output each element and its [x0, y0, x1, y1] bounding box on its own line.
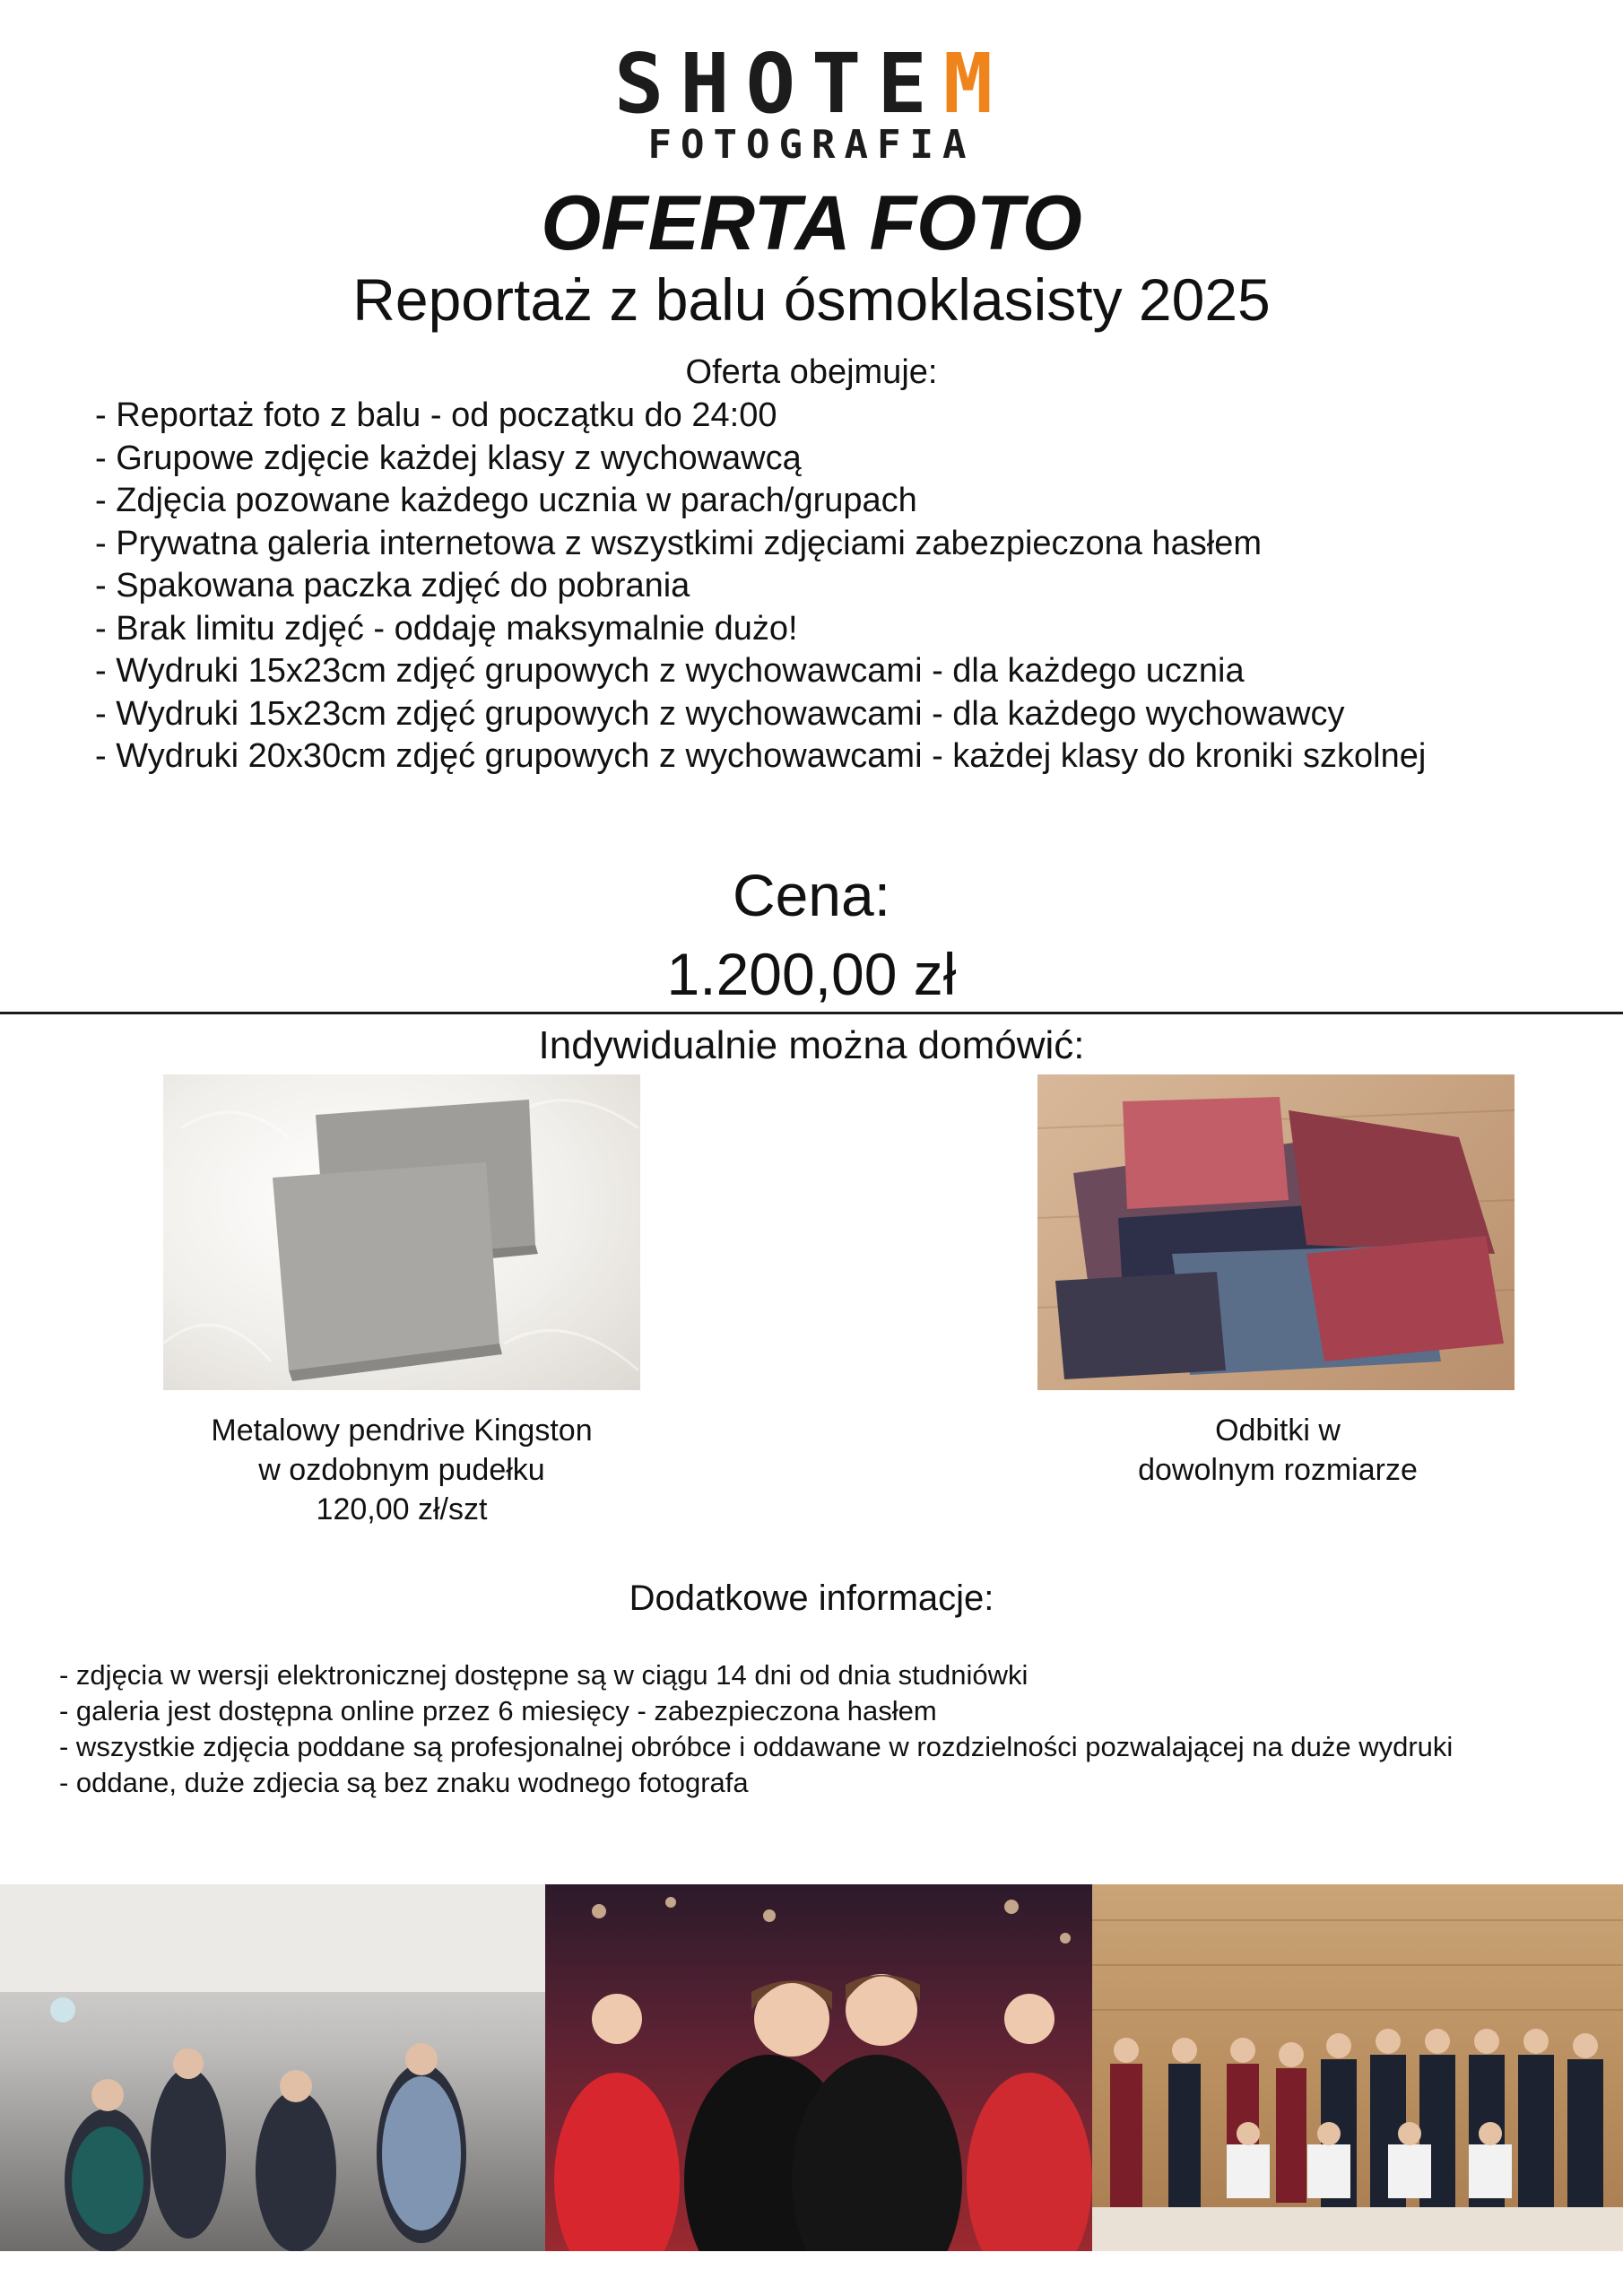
- prints-caption: [1011, 1411, 1545, 1490]
- list-item: - Spakowana paczka zdjęć do pobrania: [95, 567, 690, 604]
- includes-heading: Oferta obejmuje:: [685, 353, 938, 391]
- extras-heading: Indywidualnie można domówić:: [538, 1023, 1085, 1067]
- info-heading: Dodatkowe informacje:: [629, 1578, 994, 1618]
- page-title: OFERTA FOTO: [541, 180, 1082, 266]
- pendrive-box-photo: [163, 1074, 640, 1390]
- caption-line: Odbitki w: [1215, 1413, 1341, 1448]
- includes-list: [95, 395, 1601, 778]
- list-item: - Prywatna galeria internetowa z wszystkimi zdjęciami zabezpieczona hasłem: [95, 524, 1262, 562]
- class-group-photo: [1092, 1884, 1623, 2251]
- caption-line: 120,00 zł/szt: [316, 1492, 488, 1526]
- list-item: - Grupowe zdjęcie każdej klasy z wychowawcą: [95, 439, 802, 477]
- caption-line: Metalowy pendrive Kingston: [211, 1413, 593, 1448]
- logo-main-text: SHOTE: [613, 36, 943, 132]
- list-item: - Wydruki 20x30cm zdjęć grupowych z wychowawcami - każdej klasy do kroniki szkolnej: [95, 737, 1427, 775]
- logo-accent-letter: M: [942, 36, 1010, 132]
- price-value: 1.200,00 zł: [666, 941, 957, 1007]
- list-item: - Brak limitu zdjęć - oddaję maksymalnie dużo!: [95, 609, 798, 648]
- list-item: - Wydruki 15x23cm zdjęć grupowych z wychowawcami - dla każdego wychowawcy: [95, 694, 1345, 733]
- pendrive-caption: [135, 1411, 669, 1529]
- list-item: - wszystkie zdjęcia poddane są profesjonalnej obróbce i oddawane w rozdzielności pozwalającej na duże wydruki: [59, 1731, 1454, 1762]
- caption-line: w ozdobnym pudełku: [258, 1453, 545, 1487]
- price-label: Cena:: [732, 862, 891, 928]
- list-item: - galeria jest dostępna online przez 6 miesięcy - zabezpieczona hasłem: [59, 1695, 937, 1726]
- list-item: - zdjęcia w wersji elektronicznej dostępne są w ciągu 14 dni od dnia studniówki: [59, 1659, 1028, 1691]
- list-item: - Reportaż foto z balu - od początku do 24:00: [95, 396, 777, 434]
- list-item: - oddane, duże zdjecia są bez znaku wodnego fotografa: [59, 1767, 749, 1798]
- info-list: [59, 1657, 1601, 1801]
- list-item: - Wydruki 15x23cm zdjęć grupowych z wychowawcami - dla każdego ucznia: [95, 652, 1245, 690]
- logo-subtitle: FOTOGRAFIA: [647, 122, 976, 168]
- dance-floor-photo: [0, 1884, 545, 2251]
- caption-line: dowolnym rozmiarze: [1138, 1453, 1418, 1487]
- page-subtitle: Reportaż z balu ósmoklasisty 2025: [352, 266, 1271, 333]
- list-item: - Zdjęcia pozowane każdego ucznia w parach/grupach: [95, 482, 917, 519]
- section-divider: [0, 1012, 1623, 1014]
- dancing-girls-photo: [545, 1884, 1092, 2251]
- logo-wordmark: [0, 36, 1623, 132]
- photo-prints-photo: [1037, 1074, 1515, 1390]
